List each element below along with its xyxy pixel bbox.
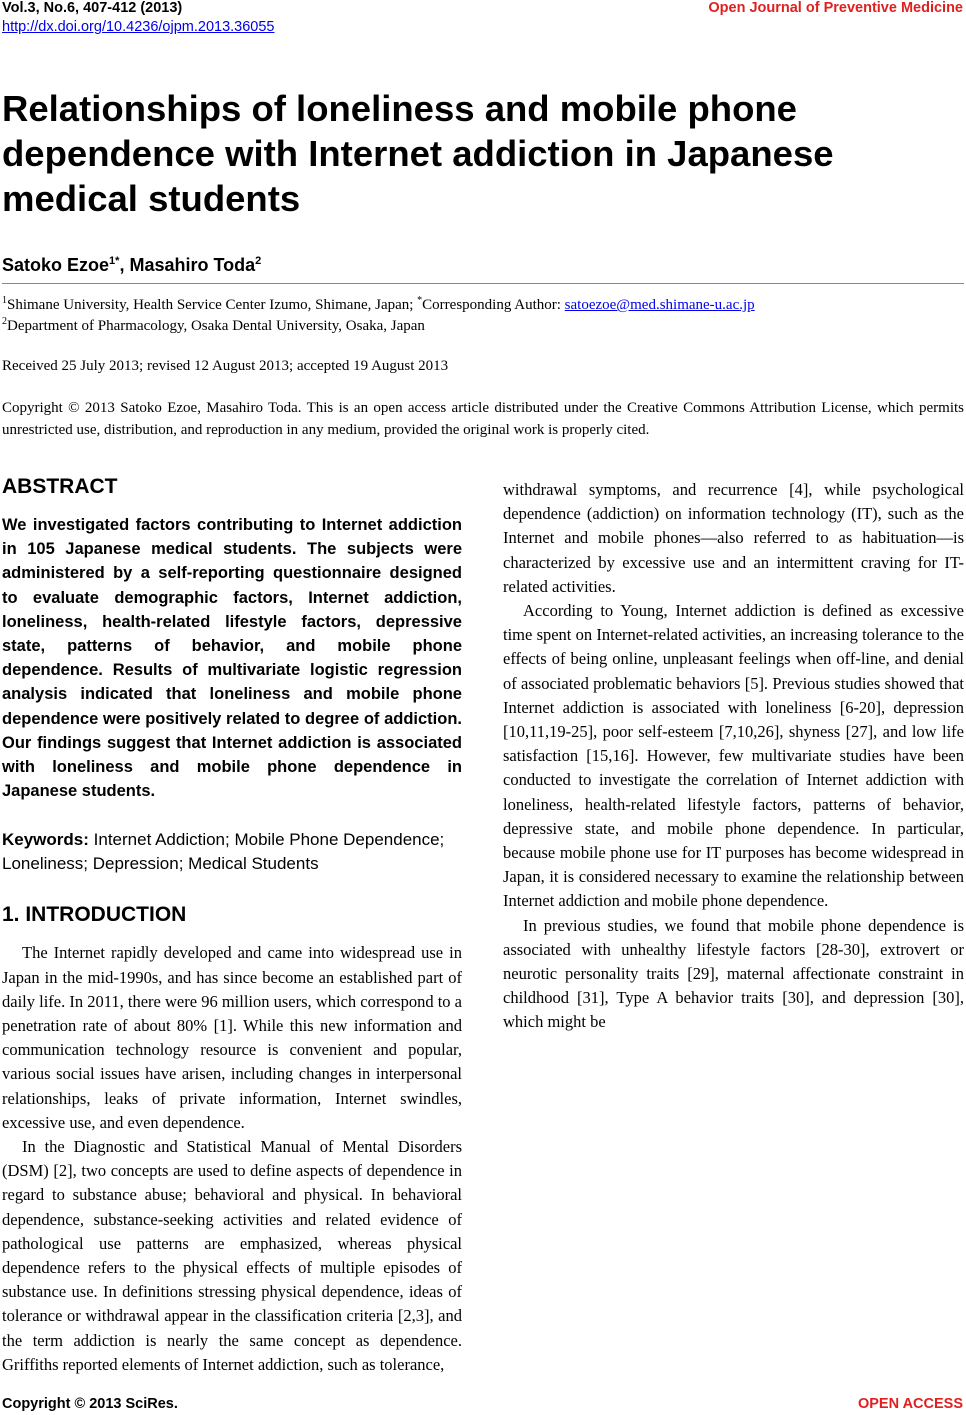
paragraph-continued: withdrawal symptoms, and recurrence [4], while psychological dependence (addiction) on information technology (IT), such as the Internet and mobile phones—also referred to as habituation—is characterized by excessive use and an intermittent craving for IT-related activities. xyxy=(503,480,964,596)
affiliation-2 xyxy=(2,316,425,335)
footer-copyright: Copyright © 2013 SciRes. xyxy=(2,1396,178,1412)
journal-name: Open Journal of Preventive Medicine xyxy=(708,0,963,16)
affiliation-1-mark: 1 xyxy=(2,295,7,306)
copyright-notice: Copyright © 2013 Satoko Ezoe, Masahiro Toda. This is an open access article distributed under the Creative Commons Attribution License, which permits unrestricted use, distribution, and reproduction in any medium, provided the original work is properly cited. xyxy=(2,400,964,438)
keywords-label: Keywords: xyxy=(2,830,89,850)
paragraph: In the Diagnostic and Statistical Manual of Mental Disorders (DSM) [2], two concepts are used to define aspects of dependence in regard to substance abuse; behavioral and physical. In behavioral dependence, substance-seeking activities and related evidence of pathological use patterns are emphasized, whereas physical dependence refers to the physical effects of multiple episodes of substance use. In definitions stressing physical dependence, ideas of tolerance or withdrawal appear in the classification criteria [2,3], and the term addiction is nearly the same concept as dependence. Griffiths reported elements of Internet addiction, such as tolerance, xyxy=(2,1137,462,1374)
doi-link[interactable]: http://dx.doi.org/10.4236/ojpm.2013.36055 xyxy=(2,19,275,35)
journal-volume: Vol.3, No.6, 407-412 (2013) xyxy=(2,0,183,16)
paragraph: According to Young, Internet addiction is defined as excessive time spent on Internet-related activities, an increasing tolerance to the effects of being online, unpleasant feelings when off-line, and denial of associated problematic behaviors [5]. Previous studies showed that Internet addiction is associated with loneliness [6-20], depression [10,11,19-25], poor self-esteem [7,10,26], shyness [27], and low life satisfaction [15,16]. However, few multivariate studies have been conducted to investigate the correlation of Internet addiction with loneliness, health-related lifestyle factors, patterns of behavior, depressive state, and mobile phone dependence. In particular, because mobile phone use for IT purposes has become widespread in Japan, it is considered necessary to examine the relationship between Internet addiction and mobile phone dependence. xyxy=(503,601,964,911)
section-heading-introduction: 1. INTRODUCTION xyxy=(2,903,187,927)
right-column xyxy=(503,478,964,1035)
author-2-affiliation-mark: 2 xyxy=(255,255,262,267)
paragraph: In previous studies, we found that mobile phone dependence is associated with unhealthy lifestyle factors [28-30], extrovert or neurotic personality traits [29], maternal affectionate constraint in childhood [31], Type A behavior traits [30], and depression [30], which might be xyxy=(503,915,964,1032)
author-2: Masahiro Toda xyxy=(129,255,256,275)
abstract-heading: ABSTRACT xyxy=(2,475,118,498)
abstract-text: We investigated factors contributing to Internet addiction in 105 Japanese medical students. The subjects were administered by a self-reporting questionnaire designed to evaluate demographic factors, Internet addiction, loneliness, health-related lifestyle factors, depressive state, patterns of behavior, and mobile phone dependence. Results of multivariate logistic regression analysis indicated that loneliness and mobile phone dependence were positively related to degree of addiction. Our findings suggest that Internet addiction is associated with loneliness and mobile phone dependence in Japanese students. xyxy=(2,516,462,801)
affiliation-1-text: Shimane University, Health Service Center Izumo, Shimane, Japan; xyxy=(7,297,418,313)
keywords-text: Internet Addiction; Mobile Phone Dependence; Loneliness; Depression; Medical Students xyxy=(2,830,445,874)
paragraph: The Internet rapidly developed and came into widespread use in Japan in the mid-1990s, and has since become an established part of daily life. In 2011, there were 96 million users, which correspond to a penetration rate of about 80% [1]. While this new information and communication technology resource is convenient and popular, various social issues have arisen, including changes in interpersonal relationships, leaks of private information, Internet swindles, excessive use, and even dependence. xyxy=(2,943,462,1132)
received-dates: Received 25 July 2013; revised 12 August 2013; accepted 19 August 2013 xyxy=(2,358,449,374)
header-divider xyxy=(2,283,964,284)
author-list xyxy=(2,255,261,276)
author-1-affiliation-mark: 1* xyxy=(109,255,120,267)
affiliation-1 xyxy=(2,295,755,314)
left-column xyxy=(2,475,462,1377)
email-link[interactable]: satoezoe@med.shimane-u.ac.jp xyxy=(564,297,755,313)
keywords xyxy=(2,828,462,876)
corresponding-label: Corresponding Author: xyxy=(422,297,565,313)
author-1: Satoko Ezoe xyxy=(2,255,110,275)
footer-open-access: OPEN ACCESS xyxy=(857,1396,963,1412)
affiliation-2-text: Department of Pharmacology, Osaka Dental University, Osaka, Japan xyxy=(7,318,425,334)
author-separator: , xyxy=(119,255,130,275)
article-title: Relationships of loneliness and mobile phone dependence with Internet addiction in Japanese medical students xyxy=(2,88,834,219)
corresponding-mark: * xyxy=(417,295,423,306)
affiliation-2-mark: 2 xyxy=(2,316,7,327)
